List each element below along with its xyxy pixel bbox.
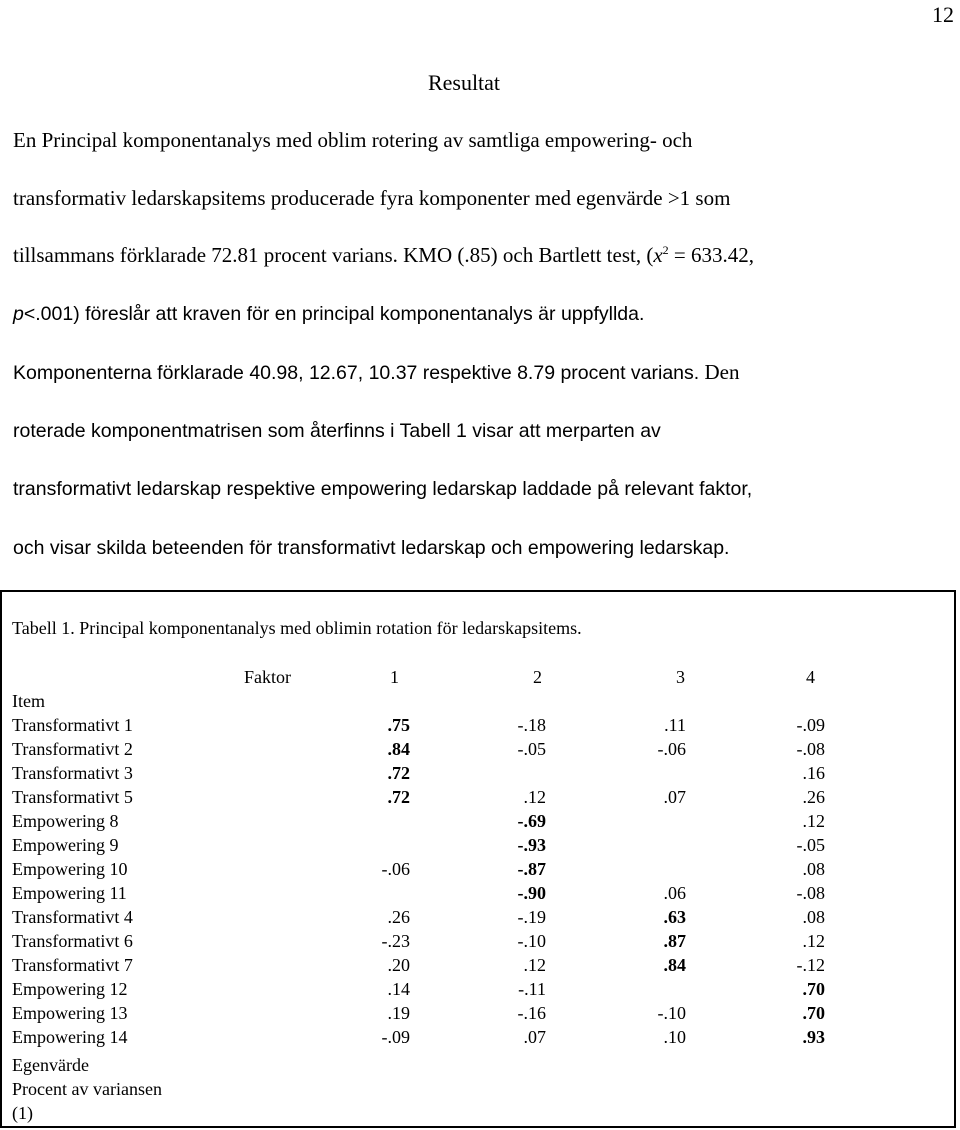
loading-cell-factor-2 [486, 834, 546, 856]
loading-cell-factor-1: -.06 [381, 859, 410, 879]
primary-loading: -.93 [517, 835, 546, 855]
paragraph-line-5 [13, 359, 928, 386]
table-row-label: Transformativt 6 [12, 931, 133, 951]
loading-cell-factor-4: -.08 [796, 883, 825, 903]
loading-cell-factor-2: -.19 [517, 907, 546, 927]
loading-cell-factor-3 [626, 906, 686, 928]
loading-cell-factor-1 [350, 786, 410, 808]
loading-cell-factor-4 [765, 1026, 825, 1048]
faktor-header: Faktor [244, 667, 291, 687]
egenvarde-label: Egenvärde [12, 1055, 89, 1075]
loading-cell-factor-2: -.18 [517, 715, 546, 735]
loading-cell-factor-2: .12 [523, 955, 546, 975]
chi-symbol: x [653, 243, 663, 267]
loading-cell-factor-2: -.10 [517, 931, 546, 951]
table-row-label: Empowering 10 [12, 859, 128, 879]
primary-loading: .63 [663, 907, 686, 927]
loading-cell-factor-1: -.09 [381, 1027, 410, 1047]
table-row-label: Transformativt 1 [12, 715, 133, 735]
procent-label: Procent av variansen [12, 1079, 162, 1099]
primary-loading: -.90 [517, 883, 546, 903]
page-number: 12 [932, 2, 954, 27]
loading-cell-factor-1: .19 [387, 1003, 410, 1023]
loading-cell-factor-4: .26 [802, 787, 825, 807]
p-symbol: p [13, 303, 24, 325]
line-4-text: <.001) föreslår att kraven för en principal komponentanalys är uppfyllda. [23, 303, 645, 325]
loading-cell-factor-3: .11 [664, 715, 686, 735]
primary-loading: .84 [663, 955, 686, 975]
primary-loading: -.69 [517, 811, 546, 831]
loading-cell-factor-3: .10 [663, 1027, 686, 1047]
loading-cell-factor-2 [486, 882, 546, 904]
factor-header-2: 2 [533, 667, 542, 687]
loading-cell-factor-4: .12 [802, 811, 825, 831]
loading-cell-factor-4: .16 [802, 763, 825, 783]
line-3-text: tillsammans förklarade 72.81 procent varians. KMO (.85) och Bartlett test, ( [13, 243, 654, 267]
paragraph-line-7: transformativt ledarskap respektive empowering ledarskap laddade på relevant faktor, [13, 478, 753, 500]
line-5-text: Komponenterna förklarade 40.98, 12.67, 10.37 respektive 8.79 procent varians. [13, 362, 700, 384]
table-row-label: Empowering 8 [12, 811, 119, 831]
loading-cell-factor-1: -.23 [381, 931, 410, 951]
loading-cell-factor-2: -.11 [518, 979, 546, 999]
table-row-label: Empowering 12 [12, 979, 128, 999]
loading-cell-factor-4: -.12 [796, 955, 825, 975]
loading-cell-factor-1: .14 [387, 979, 410, 999]
factor-header-1: 1 [390, 667, 399, 687]
paragraph-line-4 [13, 301, 928, 327]
paragraph-line-6: roterade komponentmatrisen som återfinns i Tabell 1 visar att merparten av [13, 420, 661, 442]
item-header: Item [12, 691, 45, 711]
loading-cell-factor-4 [765, 978, 825, 1000]
loading-cell-factor-3: .06 [663, 883, 686, 903]
line-5-tail: Den [699, 360, 740, 384]
loading-cell-factor-1: .26 [387, 907, 410, 927]
loading-cell-factor-4: -.08 [796, 739, 825, 759]
loading-cell-factor-4: .08 [802, 907, 825, 927]
table-row-label: Transformativt 3 [12, 763, 133, 783]
factor-header-4: 4 [806, 667, 815, 687]
chi-superscript: 2 [662, 243, 669, 257]
paragraph-line-1: En Principal komponentanalys med oblim rotering av samtliga empowering- och [13, 128, 693, 152]
loading-cell-factor-4: .08 [802, 859, 825, 879]
loading-cell-factor-1 [350, 714, 410, 736]
loading-cell-factor-2: -.16 [517, 1003, 546, 1023]
loading-cell-factor-2 [486, 810, 546, 832]
line-3-value: = 633.42, [668, 243, 754, 267]
primary-loading: -.87 [517, 859, 546, 879]
paragraph-line-2: transformativ ledarskapsitems producerade fyra komponenter med egenvärde >1 som [13, 186, 731, 210]
table-row-label: Empowering 13 [12, 1003, 128, 1023]
paragraph-line-8: och visar skilda beteenden för transformativt ledarskap och empowering ledarskap. [13, 537, 730, 559]
loading-cell-factor-4: -.05 [796, 835, 825, 855]
loading-cell-factor-3: -.10 [657, 1003, 686, 1023]
loading-cell-factor-4: -.09 [796, 715, 825, 735]
loading-cell-factor-1 [350, 738, 410, 760]
loading-cell-factor-1: .20 [387, 955, 410, 975]
paragraph-line-3 [13, 242, 928, 268]
table-row-label: Transformativt 5 [12, 787, 133, 807]
primary-loading: .70 [802, 979, 825, 999]
footnote-label: (1) [12, 1103, 33, 1123]
loading-cell-factor-2 [486, 858, 546, 880]
primary-loading: .75 [387, 715, 410, 735]
primary-loading: .72 [387, 787, 410, 807]
table-row-label: Empowering 9 [12, 835, 119, 855]
factor-header-3: 3 [676, 667, 685, 687]
primary-loading: .84 [387, 739, 410, 759]
section-heading: Resultat [427, 70, 501, 95]
loading-cell-factor-3 [626, 954, 686, 976]
loading-cell-factor-1 [350, 762, 410, 784]
primary-loading: .93 [802, 1027, 825, 1047]
primary-loading: .87 [663, 931, 686, 951]
loading-cell-factor-3 [626, 930, 686, 952]
loading-cell-factor-4: .12 [802, 931, 825, 951]
loading-cell-factor-3: .07 [663, 787, 686, 807]
table-row-label: Transformativt 7 [12, 955, 133, 975]
table-row-label: Transformativt 4 [12, 907, 133, 927]
loading-cell-factor-3: -.06 [657, 739, 686, 759]
primary-loading: .70 [802, 1003, 825, 1023]
loading-cell-factor-2: .07 [523, 1027, 546, 1047]
loading-cell-factor-4 [765, 1002, 825, 1024]
primary-loading: .72 [387, 763, 410, 783]
table-row-label: Empowering 11 [12, 883, 127, 903]
table-row-label: Empowering 14 [12, 1027, 128, 1047]
loading-cell-factor-2: .12 [523, 787, 546, 807]
loading-cell-factor-2: -.05 [517, 739, 546, 759]
table-caption: Tabell 1. Principal komponentanalys med oblimin rotation för ledarskapsitems. [12, 618, 582, 638]
table-row-label: Transformativt 2 [12, 739, 133, 759]
